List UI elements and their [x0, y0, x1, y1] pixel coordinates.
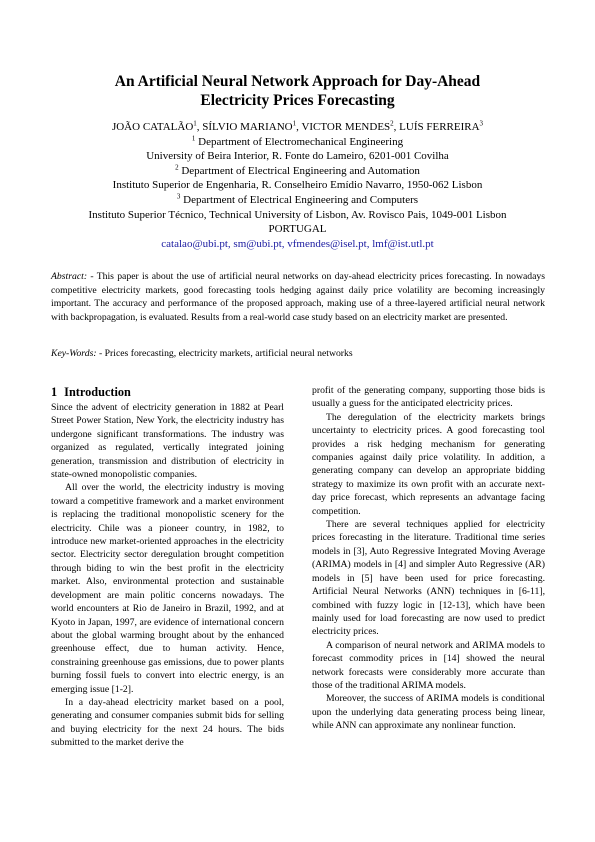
author-2-sup: 1 [292, 119, 297, 128]
affiliation-2-sup: 2 [175, 163, 179, 172]
author-1-sup: 1 [193, 119, 197, 128]
authors-line [0, 120, 595, 135]
email-links[interactable]: catalao@ubi.pt, sm@ubi.pt, vfmendes@isel.pt, lmf@ist.utl.pt [161, 237, 434, 250]
section-number: 1 [51, 385, 58, 399]
section-heading [51, 384, 284, 400]
author-1: JOÃO CATALÃO [111, 121, 194, 133]
title-line-1: An Artificial Neural Network Approach for Day-Ahead [114, 73, 481, 90]
keywords-text: - Prices forecasting, electricity markets, artificial neural networks [96, 348, 353, 359]
right-column [312, 384, 545, 733]
keywords-label: Key-Words: [51, 348, 97, 359]
paragraph: A comparison of neural network and ARIMA models to forecast commodity prices in [14] showed the neural network forecasts were considerably more accurate than those of the traditional ARIMA models. [312, 639, 545, 691]
author-3-sup: 2 [390, 119, 394, 128]
abstract [51, 270, 545, 324]
paragraph: In a day-ahead electricity market based on a pool, generating and consumer companies submit bids for selling and buying electricity for the next 24 hours. The bids submitted to the market derive the [51, 696, 284, 749]
affiliation-1-sup: 1 [191, 133, 196, 142]
paragraph: profit of the generating company, supporting those bids is usually a guess for the anticipated electricity prices. [312, 385, 545, 410]
affiliation-3-dept-text: Department of Electrical Engineering and Computers [180, 193, 419, 206]
author-3: , VICTOR MENDES [296, 121, 391, 133]
affiliation-2-dept-text: Department of Electrical Engineering and Automation [178, 164, 420, 177]
author-4: , LUÍS FERREIRA [393, 121, 480, 133]
abstract-text: - This paper is about the use of artificial neural networks on day-ahead electricity prices forecasting. In nowadays competitive electricity markets, good forecasting tools hedging against daily price volatility are becoming increasingly important. The accuracy and performance of the proposed approach, making use of a three-layered artificial neural network with backpropagation, is evaluated. Results from a real-world case study based on an electricity market are presented. [51, 271, 545, 323]
paragraph: Since the advent of electricity generation in 1882 at Pearl Street Power Station, New York, the electricity industry has undergone significant transformations. The industry was organized as regulated, vertically integrated joining generation, transmission and distribution of electricity in state-owned monopolistic companies. [51, 402, 284, 481]
paragraph: There are several techniques applied for electricity prices forecasting in the literature. Traditional time series models in [3], Auto Regressive Integrated Moving Average (ARIMA) models in [4] and simpler Auto Regressive (AR) models in [5] have been used for price forecasting. Artificial Neural Networks (ANN) techniques in [6-11], combined with fuzzy logic in [12-13], which have been mainly used for load forecasting are now used to predict electricity prices. [312, 519, 545, 638]
affiliation-3-dept [0, 193, 595, 208]
paragraph: The deregulation of the electricity markets brings uncertainty to electricity prices. A good forecasting tool provides a risk hedging mechanism for generating companies against daily price volatility. In addition, a generating company can develop an appropriate bidding strategy to maximize its own profit with an accurate next-day price forecast, which represents an advantage facing competition. [312, 411, 545, 517]
paragraph: Moreover, the success of ARIMA models is conditional upon the underlying data generating process being linear, while ANN can approximate any nonlinear function. [312, 693, 545, 732]
paragraph: All over the world, the electricity industry is moving toward a competitive framework and a market environment is replacing the traditional monopolistic scenery for the electricity. Chile was a pioneer country, in 1982, to introduce new market-oriented approaches in the electricity sector. Electricity sector deregulation brought competition through biding to win the best profit in the electricity market. Also, environmental protection and sustainable development are main politic concerns nowadays. The world encounters at Rio de Janeiro in Brazil, 1992, and at Kyoto in Japan, 1997, are evidence of international concern about the global warming brought about by the enhanced greenhouse effect, due to human activity. Hence, constraining greenhouse gas emissions, due to power plants burning fossil fuels to convert into electric energy, is an emerging issue [1-2]. [51, 482, 284, 695]
affiliation-2-inst: Instituto Superior de Engenharia, R. Conselheiro Emídio Navarro, 1950-062 Lisbon [112, 179, 483, 192]
title-line-2: Electricity Prices Forecasting [200, 92, 395, 109]
paper-title [0, 72, 595, 110]
abstract-label: Abstract: [51, 271, 88, 282]
left-column [51, 384, 284, 750]
author-block [0, 120, 595, 251]
affiliation-2-dept [0, 164, 595, 179]
affiliation-3-inst: Instituto Superior Técnico, Technical University of Lisbon, Av. Rovisco Pais, 1049-001 Lisbon [88, 208, 507, 221]
keywords [51, 347, 545, 361]
author-2: , SÍLVIO MARIANO [196, 121, 293, 133]
author-4-sup: 3 [479, 119, 484, 128]
affiliation-1-inst: University of Beira Interior, R. Fonte do Lameiro, 6201-001 Covilha [146, 150, 449, 163]
affiliation-1-dept-text: Department of Electromechanical Engineering [195, 135, 404, 148]
affiliation-3-sup: 3 [176, 192, 181, 201]
section-title: Introduction [64, 385, 131, 399]
affiliation-1-dept [0, 135, 595, 150]
country: PORTUGAL [268, 223, 327, 236]
